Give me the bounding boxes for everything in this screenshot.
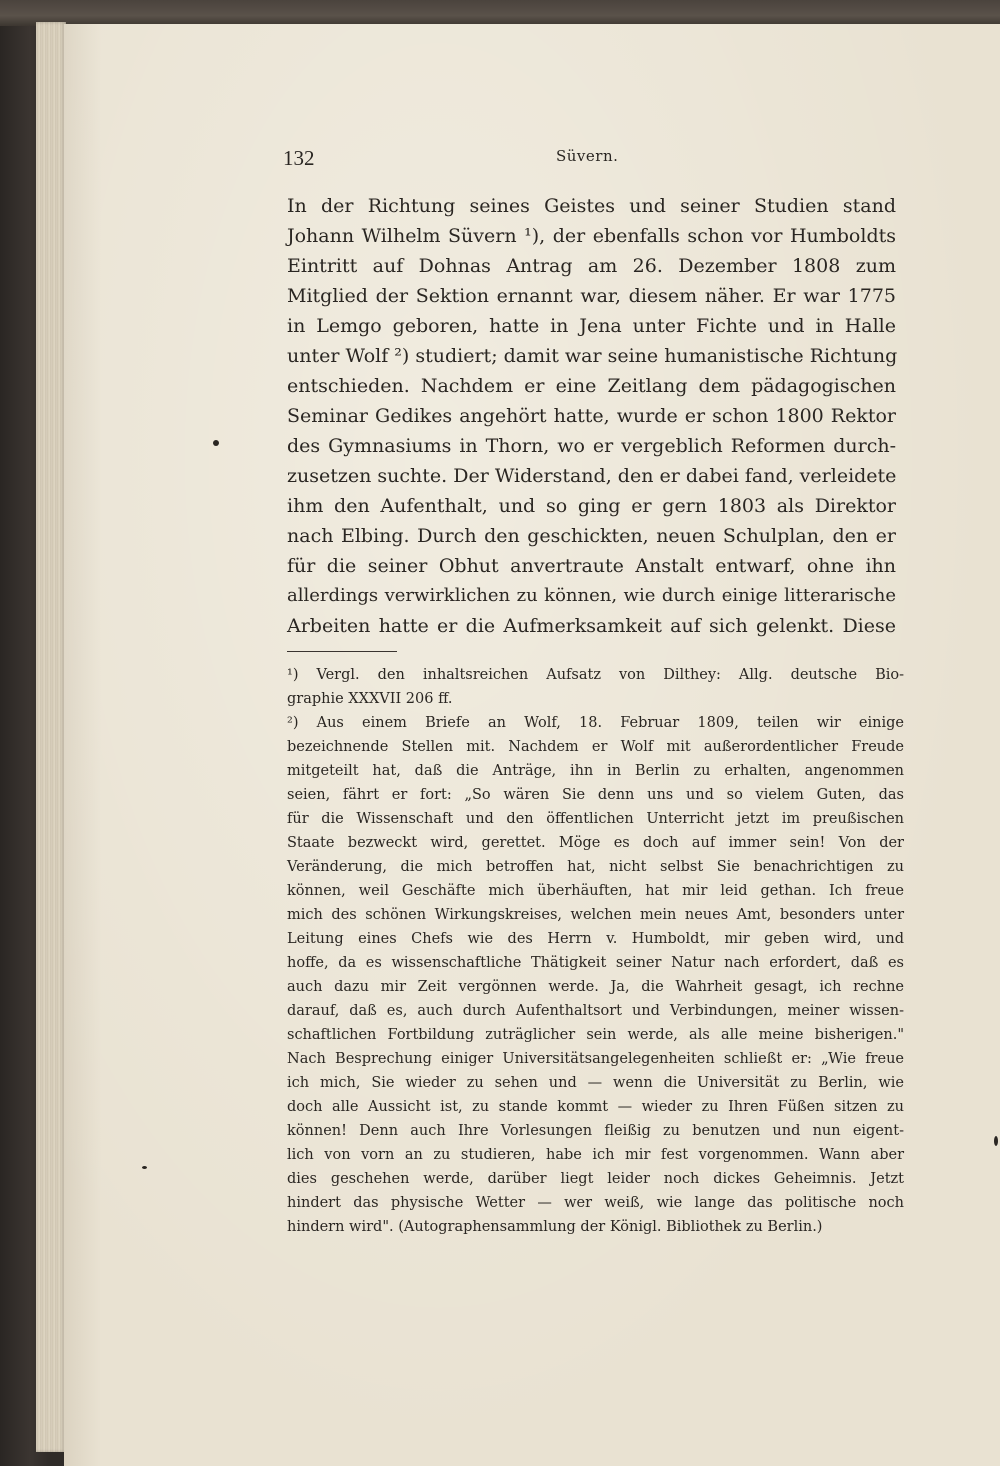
footnote-line: können, weil Geschäfte mich überhäuften, hat mir leid gethan. Ich freue <box>287 883 904 899</box>
body-line: Mitglied der Sektion ernannt war, diesem näher. Er war 1775 <box>287 285 896 307</box>
page-edges <box>36 22 66 1452</box>
book-binding-edge <box>0 0 1000 26</box>
footnote-line: können! Denn auch Ihre Vorlesungen fleißig zu benutzen und nun eigent- <box>287 1123 904 1139</box>
body-line: in Lemgo geboren, hatte in Jena unter Fichte und in Halle <box>287 315 896 337</box>
running-head: Süvern. <box>556 147 619 165</box>
footnote-line: doch alle Aussicht ist, zu stande kommt — wieder zu Ihren Füßen sitzen zu <box>287 1099 904 1115</box>
footnote-line: ²) Aus einem Briefe an Wolf, 18. Februar 1809, teilen wir einige <box>287 715 904 731</box>
body-line: für die seiner Obhut anvertraute Anstalt entwarf, ohne ihn <box>287 555 896 577</box>
footnote-line: mitgeteilt hat, daß die Anträge, ihn in Berlin zu erhalten, angenommen <box>287 763 904 779</box>
footnote-line: hindert das physische Wetter — wer weiß, wie lange das politische noch <box>287 1195 904 1211</box>
footnote-line: ich mich, Sie wieder zu sehen und — wenn die Universität zu Berlin, wie <box>287 1075 904 1091</box>
body-line: entschieden. Nachdem er eine Zeitlang dem pädagogischen <box>287 375 896 397</box>
footnote-line: mich des schönen Wirkungskreises, welchen mein neues Amt, besonders unter <box>287 907 904 923</box>
ink-speck <box>994 1136 998 1146</box>
body-line: nach Elbing. Durch den geschickten, neuen Schulplan, den er <box>287 525 896 547</box>
footnote-line: seien, fährt er fort: „So wären Sie denn uns und so vielem Guten, das <box>287 787 904 803</box>
footnote-line: auch dazu mir Zeit vergönnen werde. Ja, die Wahrheit gesagt, ich rechne <box>287 979 904 995</box>
body-line: Johann Wilhelm Süvern ¹), der ebenfalls schon vor Humboldts <box>287 225 896 247</box>
footnote-line: ¹) Vergl. den inhaltsreichen Aufsatz von Dilthey: Allg. deutsche Bio- <box>287 667 904 683</box>
body-line: In der Richtung seines Geistes und seiner Studien stand <box>287 195 896 217</box>
footnote-line: Veränderung, die mich betroffen hat, nicht selbst Sie benachrichtigen zu <box>287 859 904 875</box>
ink-speck <box>213 440 219 446</box>
body-line: Eintritt auf Dohnas Antrag am 26. Dezember 1808 zum <box>287 255 896 277</box>
footnote-line: Leitung eines Chefs wie des Herrn v. Humboldt, mir geben wird, und <box>287 931 904 947</box>
footnote-line: graphie XXXVII 206 ff. <box>287 691 453 707</box>
footnote-line: bezeichnende Stellen mit. Nachdem er Wolf mit außerordentlicher Freude <box>287 739 904 755</box>
footnote-rule <box>287 651 397 652</box>
body-line: zusetzen suchte. Der Widerstand, den er dabei fand, verleidete <box>287 465 897 487</box>
footnote-line: darauf, daß es, auch durch Aufenthaltsort und Verbindungen, meiner wissen- <box>287 1003 904 1019</box>
footnote-line: lich von vorn an zu studieren, habe ich mir fest vorgenommen. Wann aber <box>287 1147 904 1163</box>
body-line: allerdings verwirklichen zu können, wie durch einige litterarische <box>287 585 896 606</box>
page-number: 132 <box>283 146 315 170</box>
footnote-line: schaftlichen Fortbildung zuträglicher sein werde, als alle meine bisherigen." <box>287 1027 904 1043</box>
footnote-line: Staate bezweckt wird, gerettet. Möge es doch auf immer sein! Von der <box>287 835 904 851</box>
body-line: Arbeiten hatte er die Aufmerksamkeit auf sich gelenkt. Diese <box>287 615 896 637</box>
body-line: des Gymnasiums in Thorn, wo er vergeblich Reformen durch- <box>287 435 896 457</box>
footnote-line: dies geschehen werde, darüber liegt leider noch dickes Geheimnis. Jetzt <box>287 1171 904 1187</box>
body-line: unter Wolf ²) studiert; damit war seine humanistische Richtung <box>287 345 898 367</box>
footnote-line: für die Wissenschaft und den öffentlichen Unterricht jetzt im preußischen <box>287 811 904 827</box>
body-line: Seminar Gedikes angehört hatte, wurde er schon 1800 Rektor <box>287 405 896 427</box>
footnote-line: hoffe, da es wissenschaftliche Thätigkeit seiner Natur nach erfordert, daß es <box>287 955 904 971</box>
ink-speck <box>142 1166 147 1169</box>
footnote-line: hindern wird". (Autographensammlung der Königl. Bibliothek zu Berlin.) <box>287 1219 823 1235</box>
body-line: ihm den Aufenthalt, und so ging er gern 1803 als Direktor <box>287 495 896 517</box>
footnote-line: Nach Besprechung einiger Universitätsangelegenheiten schließt er: „Wie freue <box>287 1051 904 1067</box>
